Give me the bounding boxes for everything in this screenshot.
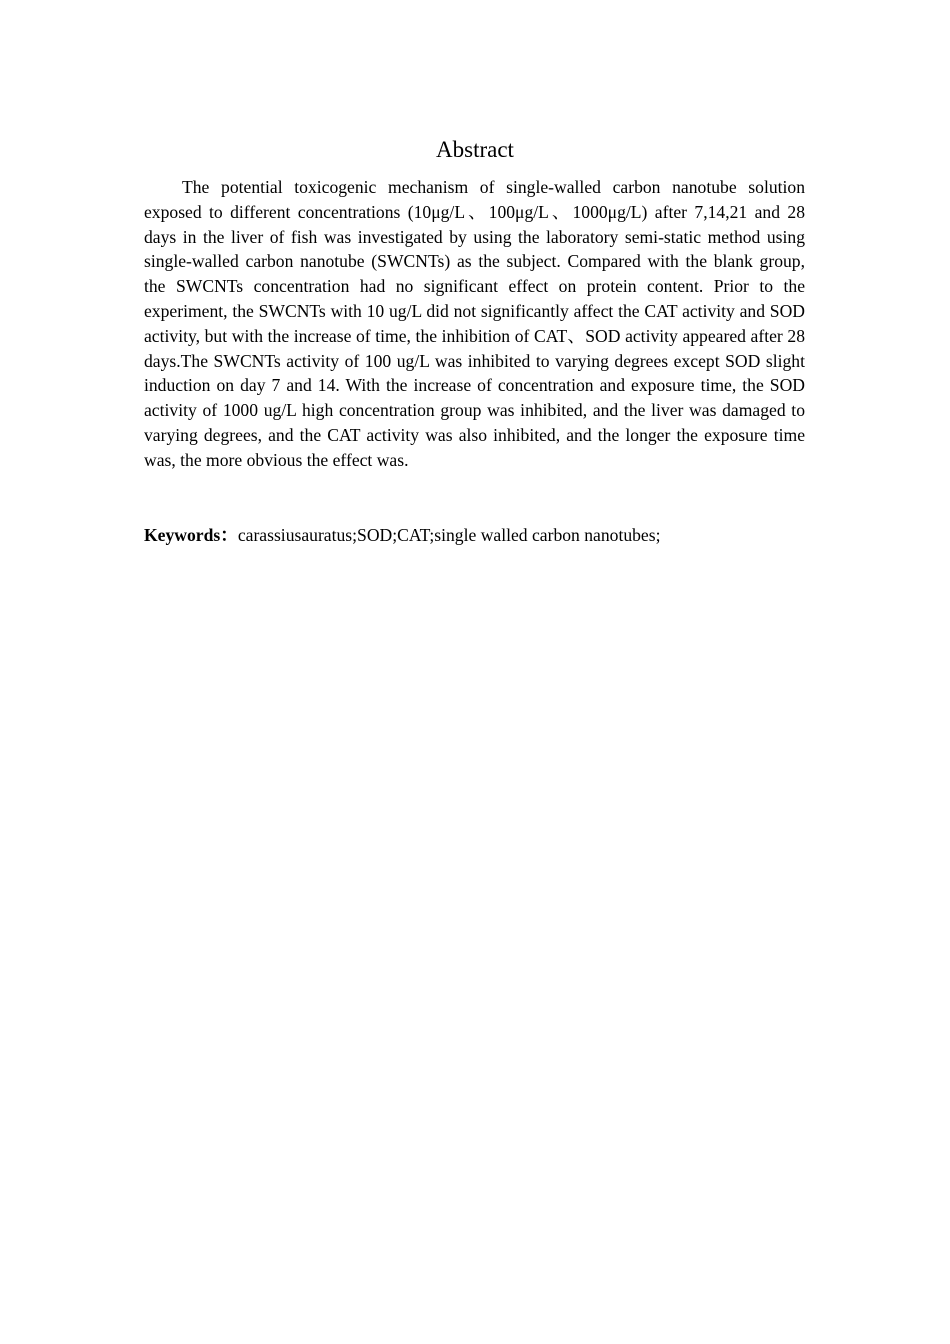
keywords-text: carassiusauratus;SOD;CAT;single walled carbon nanotubes;: [237, 525, 661, 545]
abstract-heading: Abstract: [436, 137, 514, 162]
keywords-line: [144, 523, 805, 548]
abstract-paragraph: The potential toxicogenic mechanism of single-walled carbon nanotube solution exposed to different concentrations (10μg/L、100μg/L、1000μg/L) after 7,14,21 and 28 days in the liver of fish was investigated by using the laboratory semi-static method using single-walled carbon nanotube (SWCNTs) as the subject. Compared with the blank group, the SWCNTs concentration had no significant effect on protein content. Prior to the experiment, the SWCNTs with 10 ug/L did not significantly affect the CAT activity and SOD activity, but with the increase of time, the inhibition of CAT、SOD activity appeared after 28 days.The SWCNTs activity of 100 ug/L was inhibited to varying degrees except SOD slight induction on day 7 and 14. With the increase of concentration and exposure time, the SOD activity of 1000 ug/L high concentration group was inhibited, and the liver was damaged to varying degrees, and the CAT activity was also inhibited, and the longer the exposure time was, the more obvious the effect was.: [144, 177, 805, 470]
keywords-label: Keywords：: [144, 525, 238, 545]
